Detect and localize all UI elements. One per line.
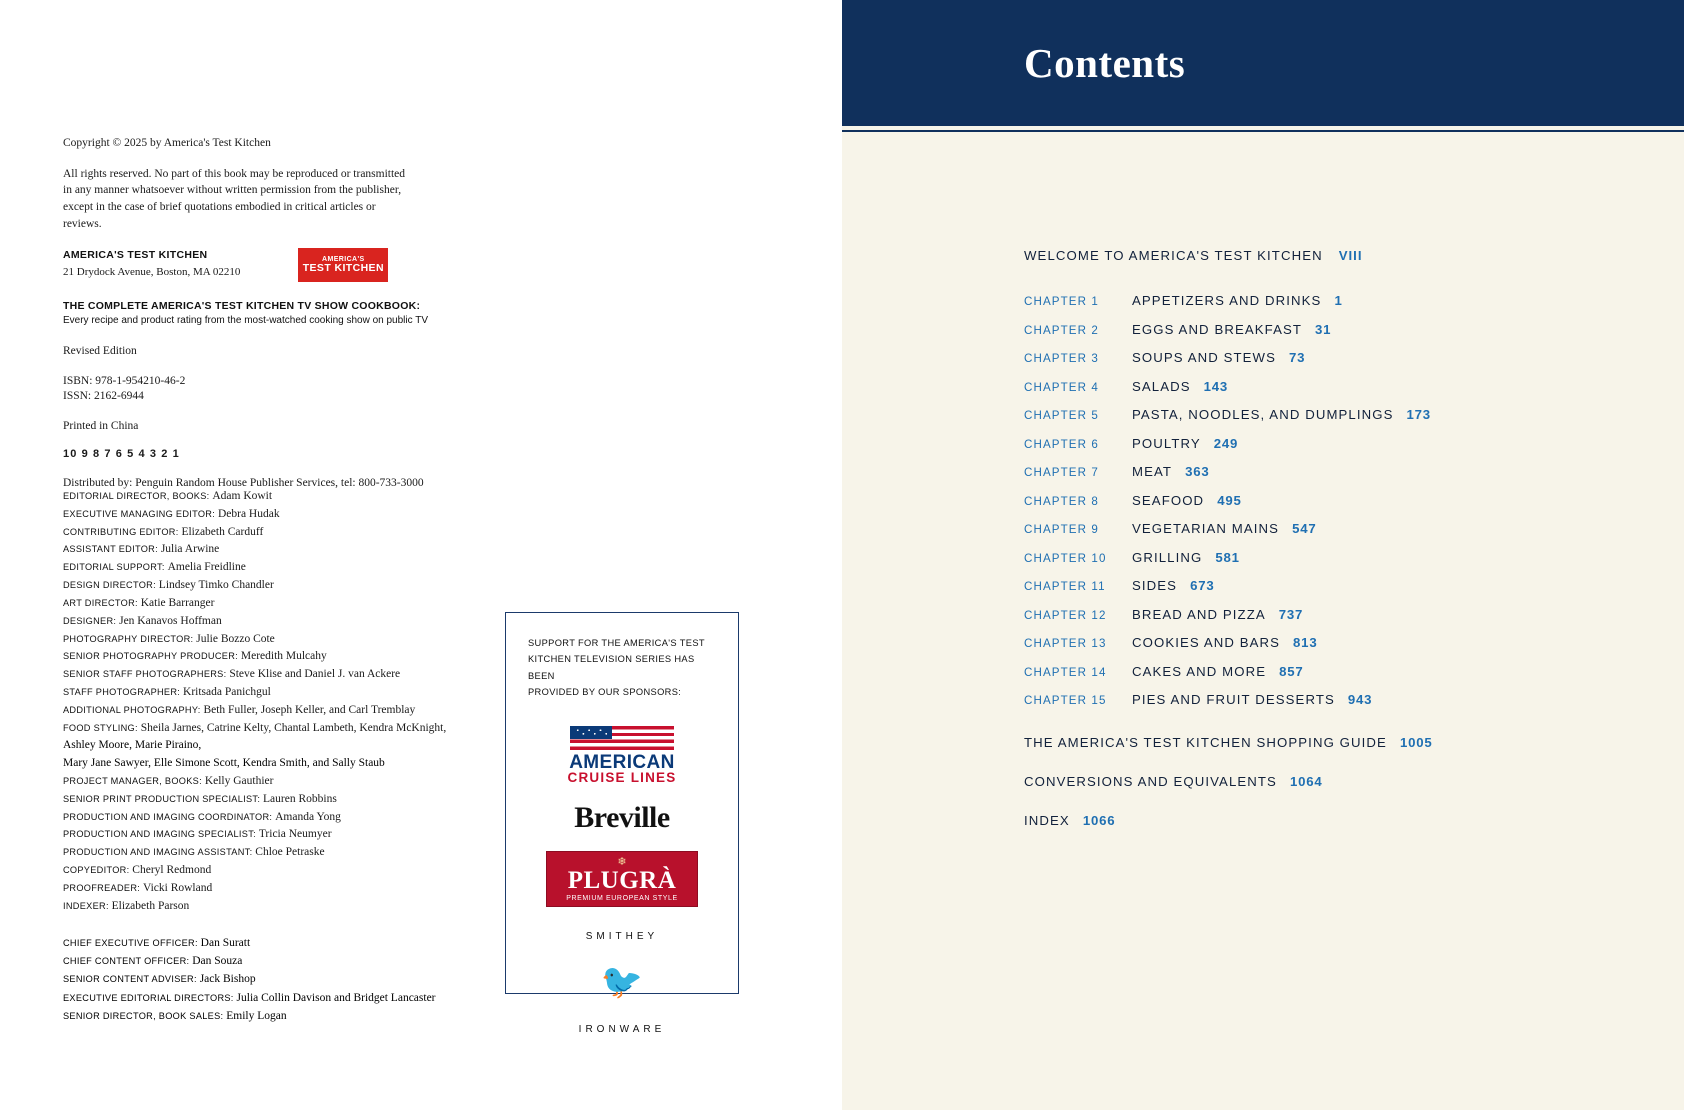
toc-chapter-title: SOUPS AND STEWS [1132, 350, 1277, 365]
toc-chapter-number: CHAPTER 2 [1024, 323, 1099, 337]
credit-name: Amelia Freidline [167, 561, 246, 574]
toc-chapter-number: CHAPTER 6 [1024, 437, 1099, 451]
credit-line [63, 809, 493, 827]
credit-name: Sheila Jarnes, Catrine Kelty, Chantal Lambeth, Kendra McKnight, [140, 721, 447, 734]
credit-name: Kelly Gauthier [204, 775, 274, 787]
american-cruise-lines-logo-icon [568, 726, 677, 785]
toc-chapter-page: 673 [1190, 578, 1215, 593]
executive-line [63, 1007, 493, 1025]
publisher-name: AMERICA'S TEST KITCHEN [63, 249, 208, 262]
executive-name: Jack Bishop [199, 973, 256, 986]
executive-name: Emily Logan [226, 1010, 287, 1023]
sponsor-box [505, 612, 739, 1035]
credit-name: Adam Kowit [212, 490, 273, 502]
toc-chapter-number: CHAPTER 7 [1024, 466, 1099, 479]
executive-role: EXECUTIVE EDITORIAL DIRECTORS: [63, 992, 237, 1003]
credit-line [63, 791, 493, 809]
credit-line [63, 880, 493, 898]
contents-page [842, 0, 1684, 1110]
credit-role: STAFF PHOTOGRAPHER: [63, 686, 184, 697]
credit-role: EXECUTIVE MANAGING EDITOR: [63, 508, 218, 519]
credit-line [63, 559, 493, 577]
toc-chapter-row[interactable] [1024, 293, 1684, 308]
credit-name: Debra Hudak [217, 507, 280, 520]
plugra-name: PLUGRÀ [567, 866, 677, 894]
toc-welcome-label: WELCOME TO AMERICA'S TEST KITCHEN [1024, 248, 1323, 263]
toc-chapter-title: SALADS [1132, 378, 1191, 394]
credits-list [63, 488, 493, 1025]
toc-chapter-page: 943 [1347, 692, 1373, 707]
toc-backmatter-title: CONVERSIONS AND EQUIVALENTS [1024, 774, 1277, 789]
credit-line [63, 524, 493, 542]
toc-chapter-number: CHAPTER 8 [1024, 494, 1099, 508]
toc-backmatter-page: 1005 [1399, 735, 1433, 750]
toc-back-matter [1024, 735, 1684, 828]
credit-role: ADDITIONAL PHOTOGRAPHY: [63, 704, 204, 715]
toc-chapter-row[interactable] [1024, 550, 1684, 565]
toc-chapter-row[interactable] [1024, 322, 1684, 337]
table-of-contents [842, 132, 1684, 828]
toc-chapter-row[interactable] [1024, 664, 1684, 679]
publisher-address: 21 Drydock Avenue, Boston, MA 02210 [63, 265, 241, 278]
credit-name: Jen Kanavos Hoffman [119, 614, 222, 627]
credit-name: Meredith Mulcahy [240, 650, 327, 663]
toc-backmatter-title: INDEX [1024, 813, 1070, 828]
distributor: Distributed by: Penguin Random House Publisher Services, tel: 800-733-3000 [63, 477, 424, 490]
plugra-tagline: PREMIUM EUROPEAN STYLE [566, 894, 678, 902]
credit-name: Lindsey Timko Chandler [158, 579, 274, 592]
identifiers [63, 374, 483, 405]
credit-role: INDEXER: [63, 900, 112, 911]
credit-line [63, 613, 493, 631]
copyright-block [63, 136, 483, 506]
toc-backmatter-page: 1064 [1289, 774, 1323, 789]
credit-role: SENIOR PHOTOGRAPHY PRODUCER: [63, 651, 241, 662]
sponsor-text-line-3: PROVIDED BY OUR SPONSORS: [528, 686, 682, 697]
credit-line [63, 737, 493, 755]
credit-line [63, 577, 493, 595]
bird-icon: 🐦 [600, 963, 644, 1001]
credit-role: PRODUCTION AND IMAGING COORDINATOR: [63, 811, 276, 822]
rights-paragraph: All rights reserved. No part of this book may be reproduced or transmitted in any manner whatsoever without written permission from the publisher, except in the case of brief quotations embodied in critical articles or reviews. [63, 167, 406, 230]
logo-line-2: TEST KITCHEN [302, 262, 384, 275]
sponsor-text-line-2: KITCHEN TELEVISION SERIES HAS BEEN [528, 654, 695, 681]
credit-role: FOOD STYLING: [63, 722, 141, 733]
executive-name: Dan Suratt [200, 936, 251, 949]
printed-in: Printed in China [63, 419, 139, 432]
toc-chapter-number: CHAPTER 12 [1024, 608, 1107, 622]
toc-chapter-row[interactable] [1024, 464, 1684, 479]
sponsor-logos [528, 726, 716, 1037]
toc-chapter-page: 173 [1406, 407, 1431, 422]
credit-line [63, 755, 493, 773]
smithey-name: SMITHEY [585, 930, 659, 942]
toc-chapter-row[interactable] [1024, 493, 1684, 508]
toc-chapter-page: 813 [1293, 635, 1318, 650]
toc-chapter-number: CHAPTER 4 [1024, 380, 1099, 394]
credit-line [63, 631, 493, 649]
toc-chapter-page: 737 [1278, 606, 1304, 622]
credit-line [63, 666, 493, 684]
credit-name: Katie Barranger [140, 596, 215, 609]
credit-name: Julie Bozzo Cote [196, 632, 275, 645]
us-flag-icon [570, 726, 674, 750]
book-subtitle: Every recipe and product rating from the most-watched cooking show on public TV [63, 315, 428, 327]
toc-chapter-number: CHAPTER 10 [1024, 551, 1107, 565]
toc-chapter-row[interactable] [1024, 436, 1684, 451]
credit-name: Steve Klise and Daniel J. van Ackere [229, 668, 401, 681]
credit-role: CONTRIBUTING EDITOR: [63, 526, 182, 537]
credit-name: Vicki Rowland [142, 881, 213, 894]
toc-chapter-number: CHAPTER 11 [1024, 580, 1106, 593]
credit-role: ART DIRECTOR: [63, 597, 141, 608]
toc-chapter-number: CHAPTER 3 [1024, 352, 1099, 365]
toc-chapter-title: SEAFOOD [1132, 492, 1205, 508]
credit-line [63, 595, 493, 613]
credit-line [63, 898, 493, 916]
toc-chapter-number: CHAPTER 5 [1024, 409, 1099, 422]
credit-role: PROOFREADER: [63, 882, 143, 893]
credit-line [63, 684, 493, 702]
executive-role: CHIEF CONTENT OFFICER: [63, 955, 193, 966]
credit-line [63, 773, 493, 791]
credit-line [63, 826, 493, 844]
credit-role: PRODUCTION AND IMAGING SPECIALIST: [63, 829, 259, 840]
credit-role: DESIGNER: [63, 615, 120, 626]
credit-role: SENIOR PRINT PRODUCTION SPECIALIST: [63, 793, 264, 804]
fleur-de-lis-icon: ❄ [617, 855, 627, 868]
toc-chapter-title: MEAT [1132, 464, 1173, 479]
toc-chapter-page: 547 [1292, 521, 1317, 536]
edition: Revised Edition [63, 345, 137, 358]
credit-role: EDITORIAL SUPPORT: [63, 562, 168, 573]
executive-name: Julia Collin Davison and Bridget Lancaster [236, 991, 436, 1004]
credit-name: Tricia Neumyer [258, 828, 332, 841]
toc-chapter-row[interactable] [1024, 407, 1684, 422]
toc-chapter-title: APPETIZERS AND DRINKS [1132, 293, 1322, 308]
credit-line [63, 648, 493, 666]
toc-chapter-page: 363 [1185, 464, 1210, 479]
credit-role: PRODUCTION AND IMAGING ASSISTANT: [63, 847, 256, 858]
executive-role: SENIOR CONTENT ADVISER: [63, 974, 200, 985]
copyright-line: Copyright © 2025 by America's Test Kitchen [63, 137, 271, 149]
credit-name: Amanda Yong [275, 810, 341, 823]
toc-chapter-row[interactable] [1024, 379, 1684, 394]
credit-line [63, 541, 493, 559]
smithey-subname: IRONWARE [578, 1023, 666, 1035]
credit-line [63, 702, 493, 720]
toc-chapter-row[interactable] [1024, 692, 1684, 707]
credit-line [63, 862, 493, 880]
breville-logo-icon: Breville [574, 800, 670, 834]
credit-name: Julia Arwine [160, 543, 220, 556]
credit-name: Kritsada Panichgul [183, 685, 271, 698]
executive-role: CHIEF EXECUTIVE OFFICER: [63, 937, 201, 948]
toc-backmatter-page: 1066 [1082, 813, 1116, 828]
print-run: 10 9 8 7 6 5 4 3 2 1 [63, 448, 180, 461]
credit-line [63, 844, 493, 862]
credit-name: Ashley Moore, Marie Piraino, [63, 739, 202, 752]
contents-header [842, 0, 1684, 126]
toc-chapter-page: 581 [1215, 549, 1240, 565]
publisher-row [63, 248, 483, 282]
credit-role: PROJECT MANAGER, BOOKS: [63, 776, 205, 786]
acl-line-1: AMERICAN [569, 752, 675, 774]
acl-line-2: CRUISE LINES [567, 770, 677, 786]
toc-chapter-number: CHAPTER 14 [1024, 665, 1107, 679]
toc-chapter-row[interactable] [1024, 607, 1684, 622]
publisher-info [63, 248, 240, 280]
executive-line [63, 934, 493, 952]
credit-name: Elizabeth Carduff [181, 525, 264, 538]
executive-role: SENIOR DIRECTOR, BOOK SALES: [63, 1011, 227, 1022]
sponsor-text-line-1: SUPPORT FOR THE AMERICA'S TEST [528, 638, 705, 648]
toc-chapter-page: 31 [1315, 321, 1332, 337]
credit-role: ASSISTANT EDITOR: [63, 544, 161, 555]
toc-chapter-page: 143 [1203, 378, 1229, 394]
isbn: ISBN: 978-1-954210-46-2 [63, 374, 186, 387]
credit-role: EDITORIAL DIRECTOR, BOOKS: [63, 491, 213, 501]
toc-chapter-page: 857 [1279, 663, 1304, 679]
credit-name: Cheryl Redmond [132, 864, 212, 877]
logo-line-1: AMERICA'S [322, 256, 365, 264]
executives-list [63, 934, 493, 1026]
credit-role: PHOTOGRAPHY DIRECTOR: [63, 633, 197, 644]
plugra-logo-icon [546, 851, 698, 907]
toc-chapter-page: 1 [1334, 293, 1343, 308]
toc-chapter-title: BREAD AND PIZZA [1132, 606, 1266, 622]
executive-line [63, 989, 493, 1007]
toc-chapter-row[interactable] [1024, 350, 1684, 365]
toc-chapter-title: CAKES AND MORE [1132, 663, 1267, 679]
credit-name: Beth Fuller, Joseph Keller, and Carl Tremblay [203, 703, 416, 716]
toc-chapter-title: PASTA, NOODLES, AND DUMPLINGS [1132, 407, 1394, 422]
book-title: THE COMPLETE AMERICA'S TEST KITCHEN TV SHOW COOKBOOK: [63, 300, 421, 313]
executive-name: Dan Souza [192, 954, 243, 967]
executive-line [63, 952, 493, 970]
toc-chapter-title: POULTRY [1132, 435, 1201, 451]
executive-line [63, 970, 493, 988]
toc-chapter-title: PIES AND FRUIT DESSERTS [1132, 692, 1335, 707]
toc-chapter-page: 495 [1217, 492, 1242, 508]
americas-test-kitchen-logo-icon [298, 248, 388, 282]
credit-role: COPYEDITOR: [63, 865, 133, 876]
toc-welcome-row[interactable] [1024, 248, 1684, 263]
toc-chapter-number: CHAPTER 15 [1024, 694, 1107, 707]
toc-chapter-number: CHAPTER 9 [1024, 523, 1099, 536]
credit-name: Elizabeth Parson [111, 899, 190, 912]
toc-chapter-title: EGGS AND BREAKFAST [1132, 321, 1303, 337]
toc-chapter-title: COOKIES AND BARS [1132, 635, 1281, 650]
credit-line [63, 506, 493, 524]
toc-chapter-number: CHAPTER 13 [1024, 637, 1107, 650]
toc-chapter-row[interactable] [1024, 578, 1684, 593]
credit-line [63, 720, 493, 738]
toc-chapter-page: 249 [1213, 435, 1239, 451]
toc-chapter-title: SIDES [1132, 578, 1178, 593]
toc-chapter-row[interactable] [1024, 635, 1684, 650]
credit-role: SENIOR STAFF PHOTOGRAPHERS: [63, 669, 230, 680]
toc-chapter-number: CHAPTER 1 [1024, 295, 1099, 308]
toc-backmatter-row[interactable] [1024, 813, 1684, 828]
toc-chapter-title: GRILLING [1132, 549, 1203, 565]
toc-chapter-page: 73 [1289, 350, 1306, 365]
toc-chapter-row[interactable] [1024, 521, 1684, 536]
issn: ISSN: 2162-6944 [63, 390, 144, 403]
credit-line [63, 488, 493, 506]
toc-backmatter-row[interactable] [1024, 735, 1684, 750]
smithey-ironware-logo-icon [562, 929, 682, 1037]
page-title: Contents [1024, 40, 1186, 86]
toc-chapter-title: VEGETARIAN MAINS [1132, 521, 1280, 536]
toc-backmatter-title: THE AMERICA'S TEST KITCHEN SHOPPING GUIDE [1024, 735, 1387, 750]
credit-name: Chloe Petraske [255, 846, 325, 859]
credit-name: Mary Jane Sawyer, Elle Simone Scott, Kendra Smith, and Sally Staub [63, 757, 385, 770]
toc-backmatter-row[interactable] [1024, 774, 1684, 789]
credit-name: Lauren Robbins [263, 792, 337, 805]
credit-role: DESIGN DIRECTOR: [63, 580, 159, 591]
toc-welcome-page: VIII [1338, 248, 1363, 263]
